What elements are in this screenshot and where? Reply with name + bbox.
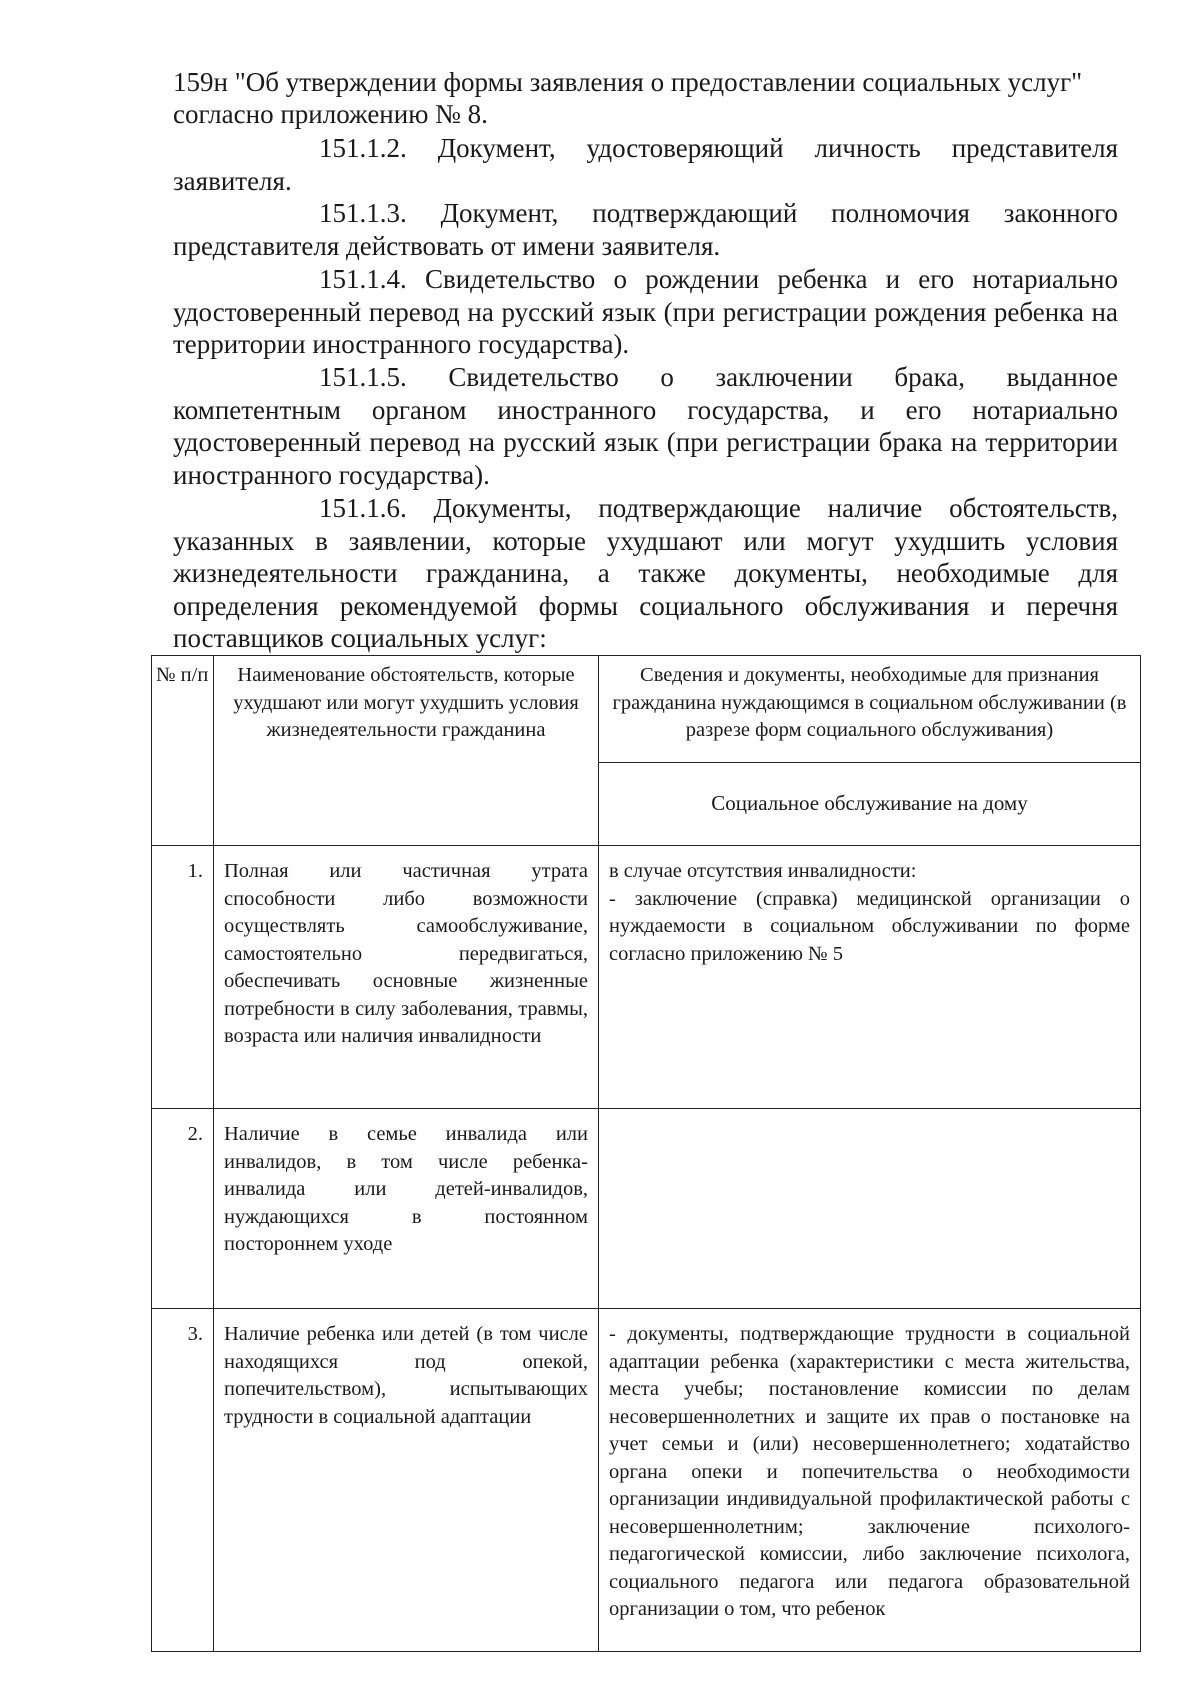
row-documents-line: - заключение (справка) медицинской организации о нуждаемости в социальном обслуживании по форме согласно приложению № 5 xyxy=(609,887,1130,965)
item-151-1-2 xyxy=(173,132,1118,197)
table-header-row xyxy=(152,656,1141,763)
table-row xyxy=(152,1309,1141,1652)
item-151-1-5 xyxy=(173,361,1118,491)
item-text: Документы, подтверждающие наличие обстоятельств, указанных в заявлении, которые ухудшают или могут ухудшить условия жизнедеятельности гражданина, а также документы, необходимые для определения рекомендуемой формы социального обслуживания и перечня поставщиков социальных услуг: xyxy=(173,493,1118,654)
header-home-service: Социальное обслуживание на дому xyxy=(599,763,1141,846)
item-number: 151.1.4. xyxy=(319,264,407,294)
header-number: № п/п xyxy=(152,656,214,846)
table-row xyxy=(152,1109,1141,1309)
row-number: 2. xyxy=(152,1109,214,1309)
item-151-1-6 xyxy=(173,492,1118,655)
intro-continuation: 159н "Об утверждении формы заявления о предоставлении социальных услуг" согласно приложению № 8. xyxy=(173,67,1083,129)
table-row xyxy=(152,846,1141,1109)
row-circumstance: Полная или частичная утрата способности либо возможности осуществлять самообслуживание, самостоятельно передвигаться, обеспечивать основные жизненные потребности в силу заболевания, травмы, возраста или наличия инвалидности xyxy=(214,846,599,1109)
row-circumstance: Наличие в семье инвалида или инвалидов, в том числе ребенка-инвалида или детей-инвалидов, нуждающихся в постоянном постороннем уходе xyxy=(214,1109,599,1309)
row-documents-line: в случае отсутствия инвалидности: xyxy=(609,860,917,882)
item-text: Свидетельство о рождении ребенка и его нотариально удостоверенный перевод на русский язык (при регистрации рождения ребенка на территории иностранного государства). xyxy=(173,264,1118,360)
circumstances-table xyxy=(151,655,1141,1652)
item-number: 151.1.2. xyxy=(319,133,407,163)
item-text: Документ, подтверждающий полномочия законного представителя действовать от имени заявителя. xyxy=(173,198,1118,261)
item-number: 151.1.5. xyxy=(319,362,407,392)
header-name: Наименование обстоятельств, которые ухудшают или могут ухудшить условия жизнедеятельности гражданина xyxy=(214,656,599,846)
item-number: 151.1.6. xyxy=(319,493,407,523)
row-documents xyxy=(599,846,1141,1109)
item-text: Свидетельство о заключении брака, выданное компетентным органом иностранного государства, и его нотариально удостоверенный перевод на русский язык (при регистрации брака на территории иностранного государства). xyxy=(173,362,1118,490)
row-number: 1. xyxy=(152,846,214,1109)
item-number: 151.1.3. xyxy=(319,198,407,228)
row-documents-line: - документы, подтверждающие трудности в социальной адаптации ребенка (характеристики с места жительства, места учебы; постановление комиссии по делам несовершеннолетних и защите их прав о постановке на учет семьи и (или) несовершеннолетнего; ходатайство органа опеки и попечительства о необходимости организации индивидуальной профилактической работы с несовершеннолетним; заключение психолого-педагогической комиссии, либо заключение психолога, социального педагога или педагога образовательной организации о том, что ребенок xyxy=(609,1323,1130,1620)
item-text: Документ, удостоверяющий личность представителя заявителя. xyxy=(173,133,1118,196)
item-151-1-4 xyxy=(173,263,1118,361)
row-number: 3. xyxy=(152,1309,214,1652)
header-documents: Сведения и документы, необходимые для признания гражданина нуждающимся в социальном обслуживании (в разрезе форм социального обслуживания) xyxy=(599,656,1141,763)
row-documents xyxy=(599,1109,1141,1309)
row-documents xyxy=(599,1309,1141,1652)
item-151-1-3 xyxy=(173,197,1118,262)
row-circumstance: Наличие ребенка или детей (в том числе находящихся под опекой, попечительством), испытывающих трудности в социальной адаптации xyxy=(214,1309,599,1652)
